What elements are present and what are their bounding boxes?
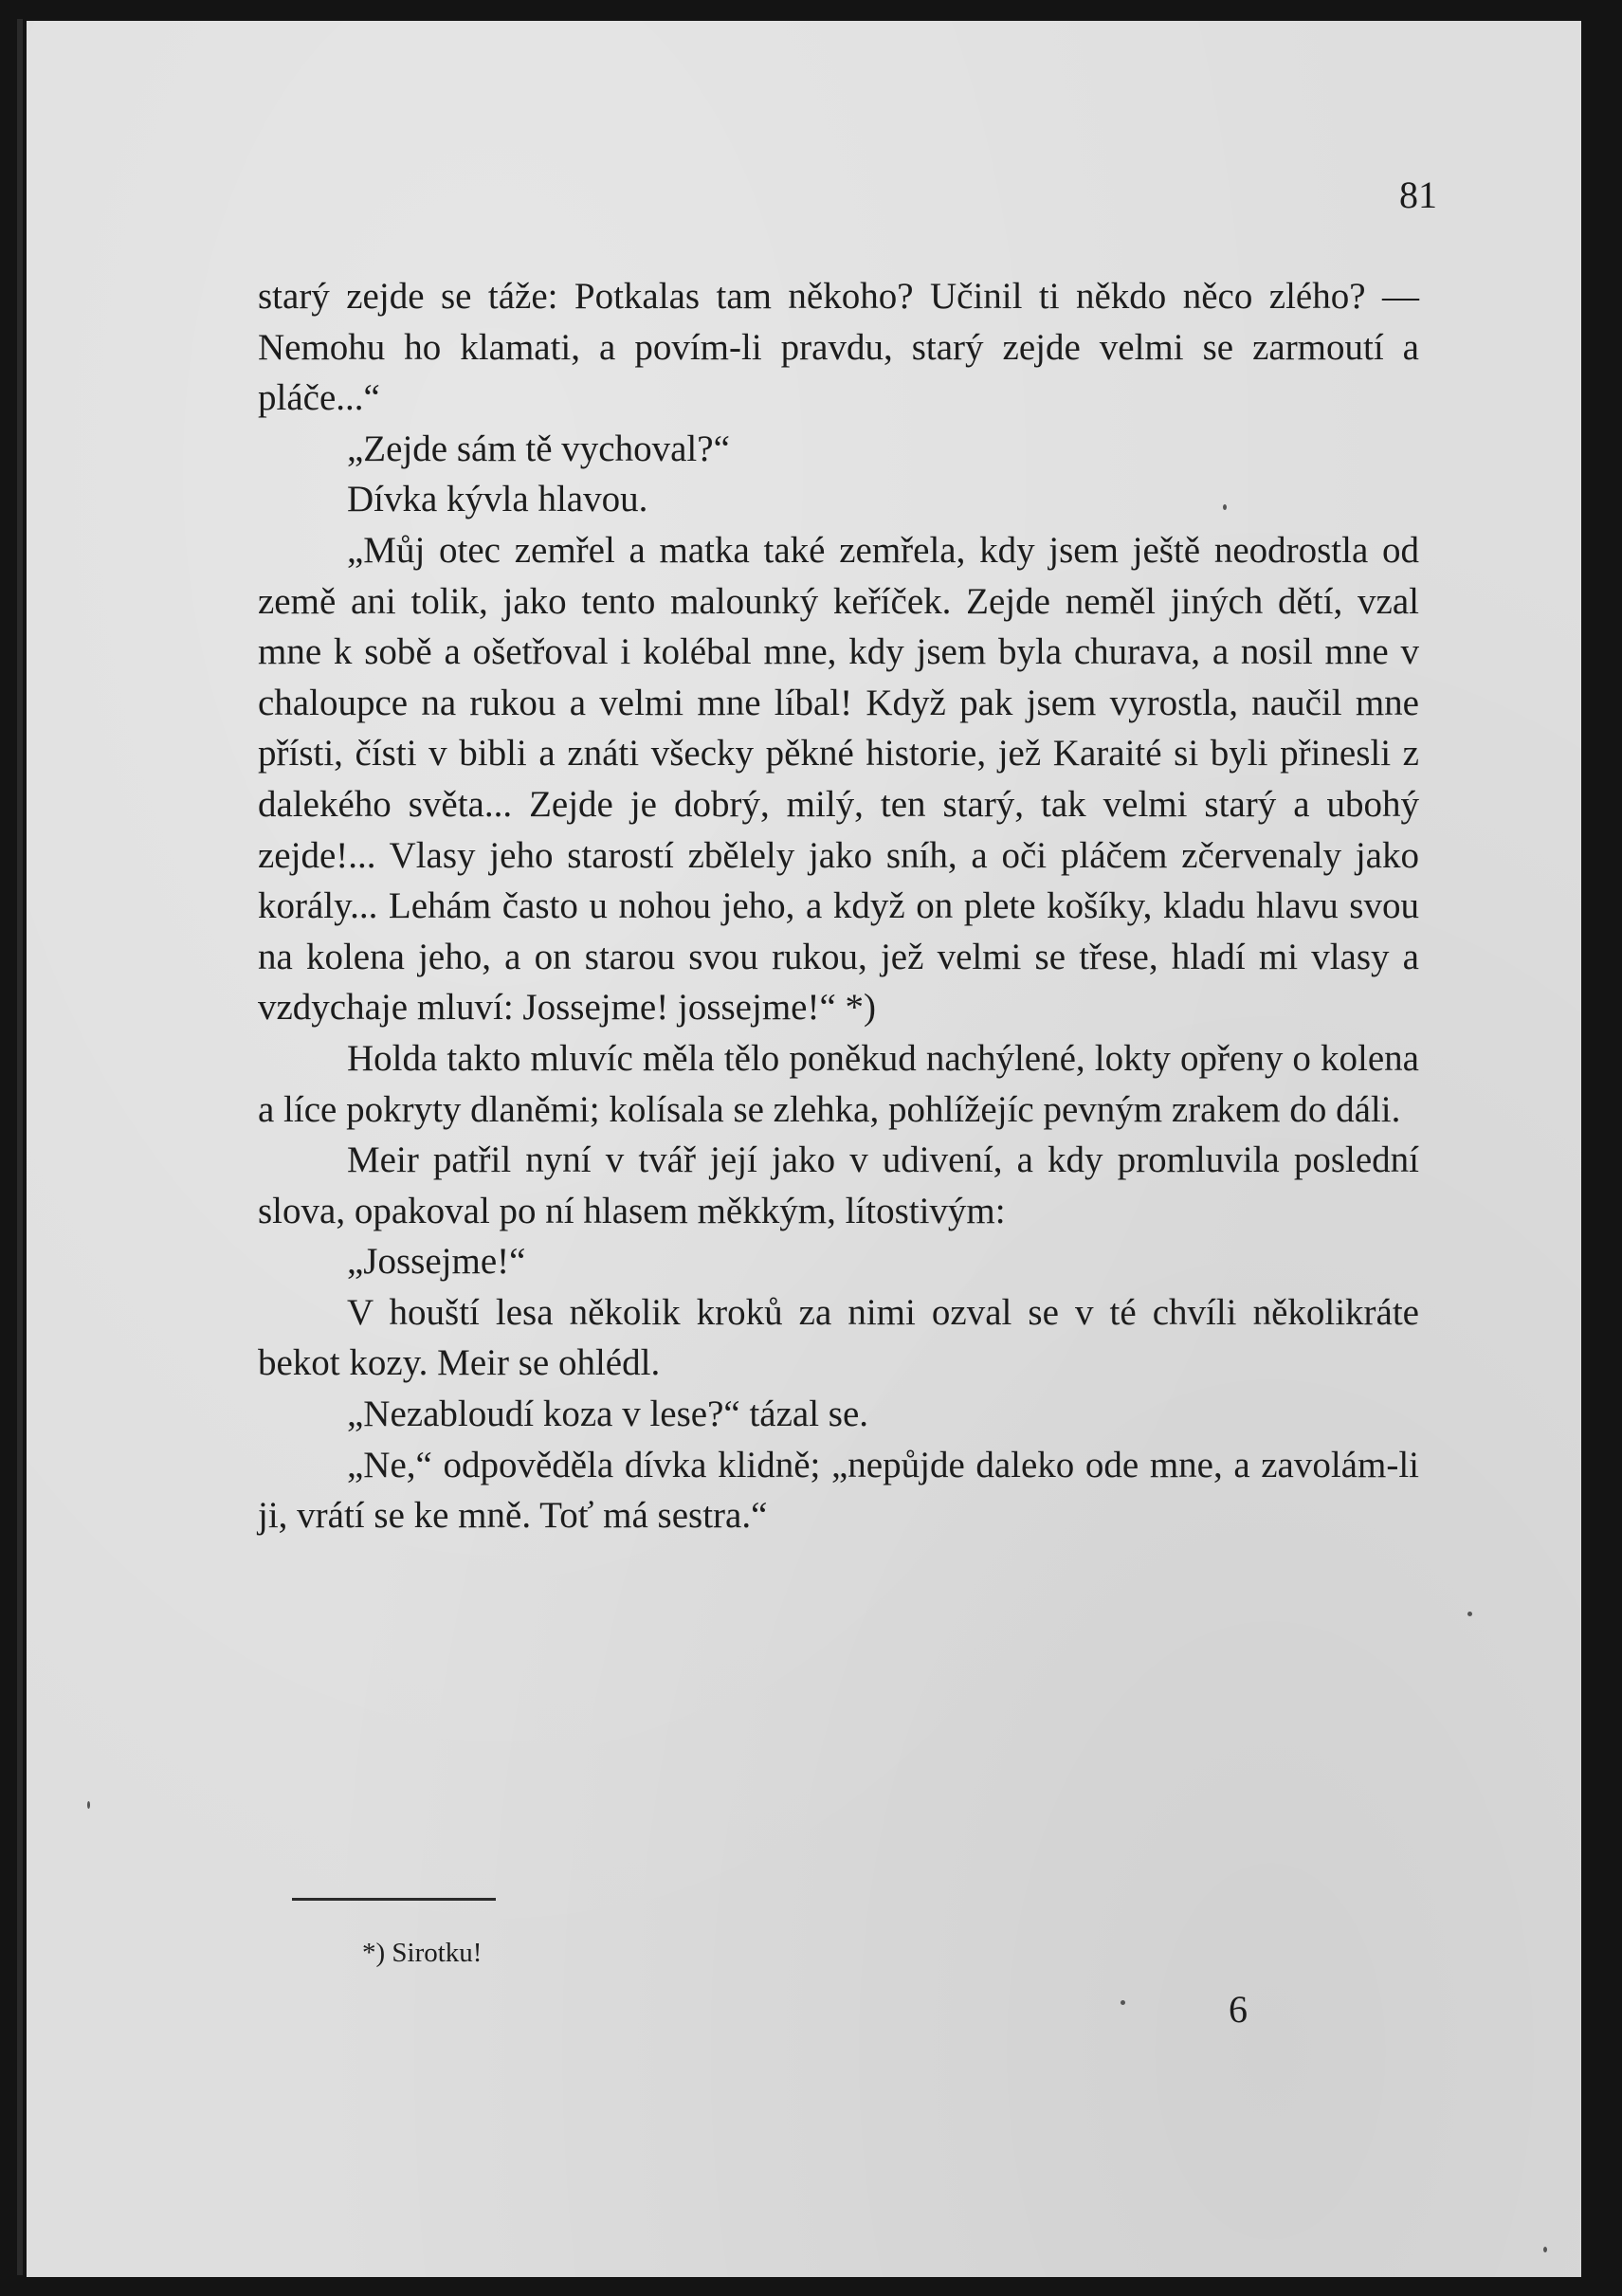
paper-speck <box>1467 1612 1472 1616</box>
paragraph: Holda takto mluvíc měla tělo poněkud nachýlené, lokty opřeny o kolena a líce pokryty dlaněmi; kolísala se zlehka, pohlížejíc pevným zrakem do dáli. <box>258 1037 1419 1130</box>
footnote: *) Sirotku! <box>362 1938 483 1968</box>
paragraph: starý zejde se táže: Potkalas tam někoho? Učinil ti někdo něco zlého? — Nemohu ho klamati, a povím-li pravdu, starý zejde velmi se zarmoutí a pláče...“ <box>258 276 1419 419</box>
paragraph: Meir patřil nyní v tvář její jako v udivení, a kdy promluvila poslední slova, opakoval po ní hlasem měkkým, lítostivým: <box>258 1139 1419 1231</box>
paragraph: „Zejde sám tě vychoval?“ <box>347 428 730 469</box>
page-number: 81 <box>1399 173 1437 216</box>
paragraph: Dívka kývla hlavou. <box>347 479 648 520</box>
paper-speck <box>1121 2000 1125 2005</box>
paragraph: V houští lesa několik kroků za nimi ozval se v té chvíli několikráte bekot kozy. Meir se ohlédl. <box>258 1291 1419 1384</box>
paragraph: „Nezabloudí koza v lese?“ tázal se. <box>347 1394 869 1435</box>
printer-signature-mark: 6 <box>1229 1988 1248 2031</box>
paper-speck <box>1223 504 1227 510</box>
book-spine-edge <box>17 19 23 2275</box>
footnote-divider <box>292 1898 496 1901</box>
body-text <box>258 271 1419 1541</box>
paragraph: „Ne,“ odpověděla dívka klidně; „nepůjde daleko ode mne, a zavolám-li ji, vrátí se ke mně. Toť má sestra.“ <box>258 1444 1419 1537</box>
paragraph: „Můj otec zemřel a matka také zemřela, kdy jsem ještě neodrostla od země ani tolik, jako tento malounký keříček. Zejde neměl jiných dětí, vzal mne k sobě a ošetřoval i kolébal mne, kdy jsem byla churava, a nosil mne v chaloupce na rukou a velmi mne líbal! Když pak jsem vyrostla, naučil mne přísti, čísti v bibli a znáti všecky pěkné historie, jež Karaité si byli přinesli z dalekého světa... Zejde je dobrý, milý, ten starý, tak velmi starý a ubohý zejde!... Vlasy jeho starostí zbělely jako sníh, a oči pláčem zčervenaly jako korály... Lehám často u nohou jeho, a když on plete košíky, kladu hlavu svou na kolena jeho, a on starou svou rukou, jež velmi se třese, hladí mi vlasy a vzdychaje mluví: Jossejme! jossejme!“ *) <box>258 529 1419 1029</box>
paragraph: „Jossejme!“ <box>347 1241 526 1283</box>
paper-speck <box>87 1801 90 1809</box>
paper-speck <box>1543 2247 1547 2252</box>
